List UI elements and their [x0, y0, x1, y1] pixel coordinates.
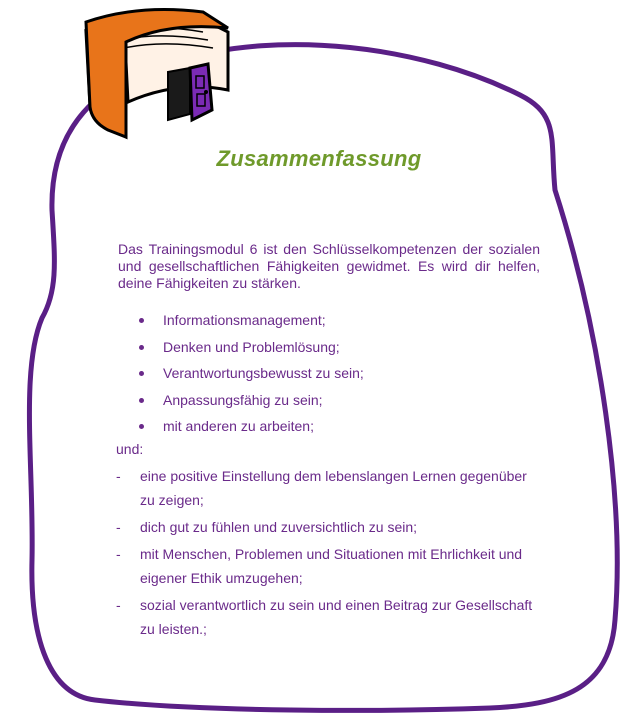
list-item: Denken und Problemlösung;: [136, 334, 364, 361]
bullet-icon: [139, 424, 144, 429]
skills-list: [136, 307, 364, 440]
book-with-door-icon: [78, 2, 243, 152]
bullet-icon: [139, 345, 144, 350]
bullet-icon: [139, 318, 144, 323]
dash-marker: -: [116, 468, 121, 484]
list-item: - sozial verantwortlich zu sein und einen Beitrag zur Gesellschaft zu leisten.;: [116, 593, 536, 641]
list-item: mit anderen zu arbeiten;: [136, 413, 364, 440]
und-label: und:: [116, 441, 144, 457]
dash-marker: -: [116, 597, 121, 613]
bullet-icon: [139, 398, 144, 403]
intro-paragraph: Das Trainingsmodul 6 ist den Schlüsselkompetenzen der sozialen und gesellschaftlichen Fähigkeiten gewidmet. Es wird dir helfen, deine Fähigkeiten zu stärken.: [118, 241, 540, 291]
dash-marker: -: [116, 546, 121, 562]
page-title: Zusammenfassung: [216, 146, 422, 171]
list-item: Verantwortungsbewusst zu sein;: [136, 360, 364, 387]
dash-marker: -: [116, 519, 121, 535]
list-item: Anpassungsfähig zu sein;: [136, 387, 364, 414]
list-item: - mit Menschen, Problemen und Situationen mit Ehrlichkeit und eigener Ethik umzugehen;: [116, 542, 536, 590]
list-item: - eine positive Einstellung dem lebenslangen Lernen gegenüber zu zeigen;: [116, 464, 536, 512]
goals-list: [116, 464, 536, 644]
bullet-icon: [139, 371, 144, 376]
list-item: - dich gut zu fühlen und zuversichtlich zu sein;: [116, 515, 536, 539]
list-item: Informationsmanagement;: [136, 307, 364, 334]
